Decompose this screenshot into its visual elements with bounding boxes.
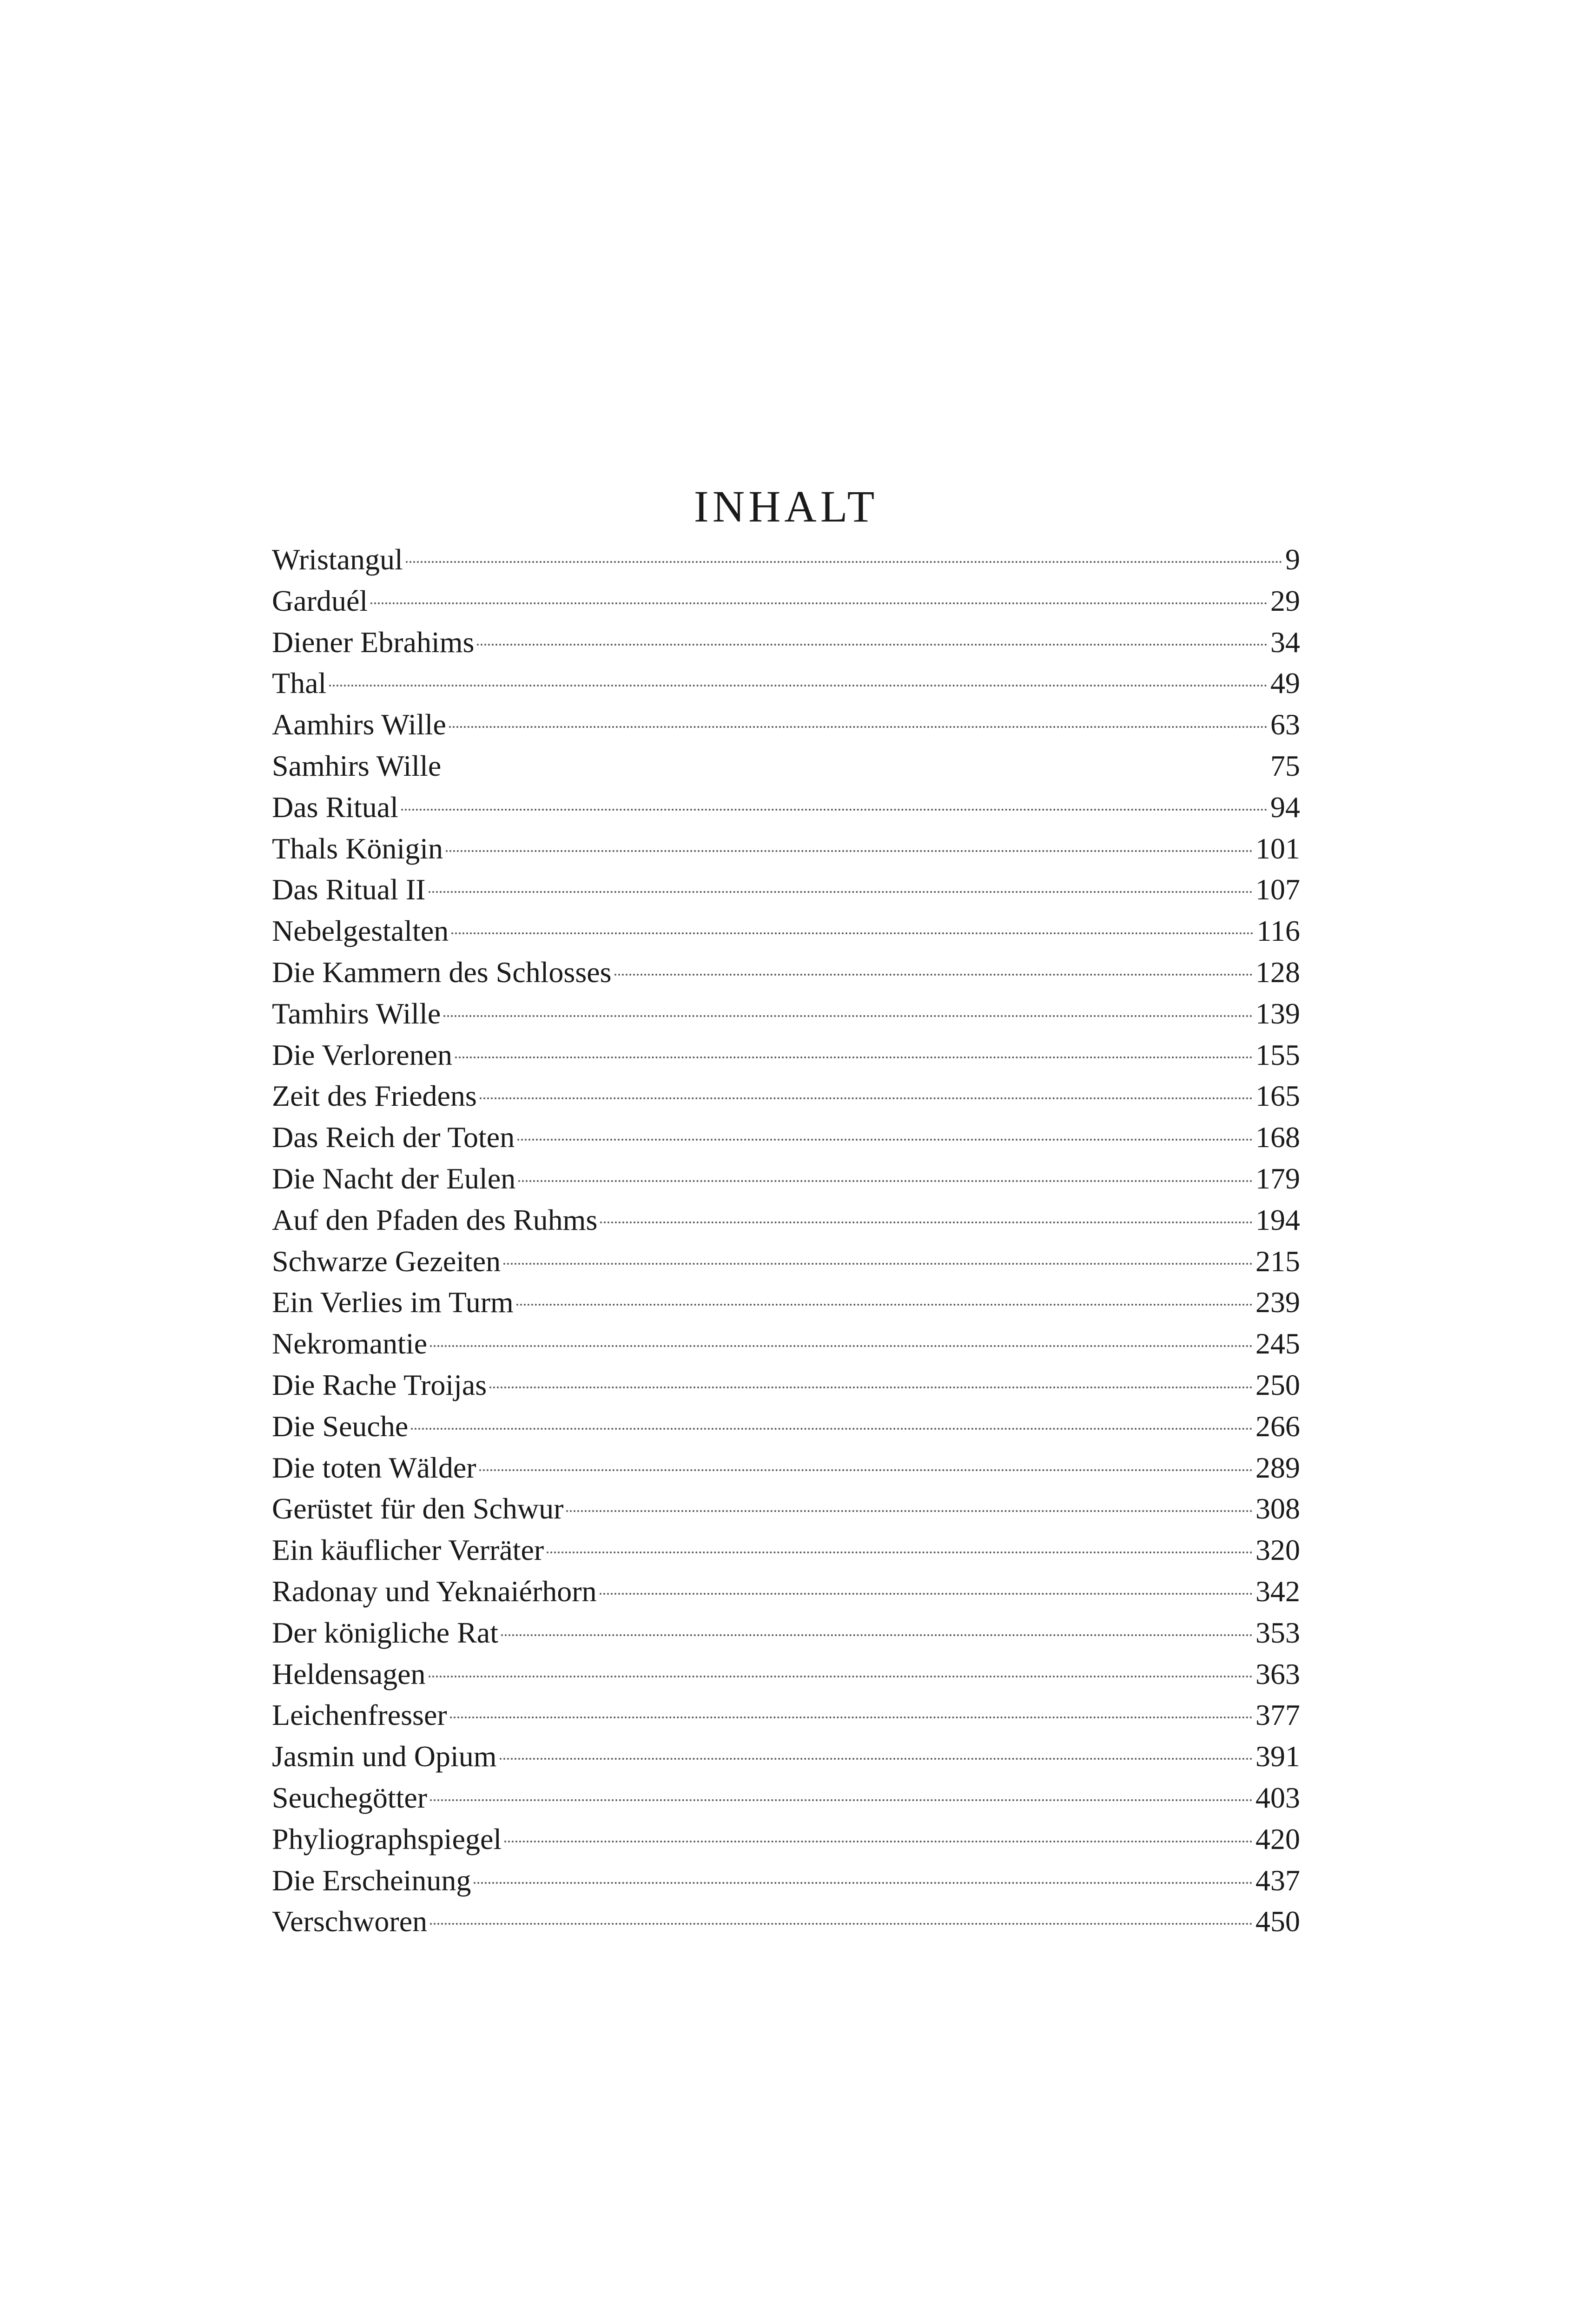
toc-dot-leader (430, 1345, 1253, 1347)
toc-list (272, 539, 1300, 1942)
toc-dot-leader (370, 602, 1268, 604)
toc-entry-page: 320 (1255, 1533, 1300, 1567)
toc-entry-title: Nebelgestalten (272, 914, 449, 948)
toc-entry-page: 94 (1270, 790, 1300, 824)
toc-entry-page: 420 (1255, 1822, 1300, 1855)
toc-dot-leader (503, 1263, 1253, 1265)
toc-dot-leader (489, 1386, 1253, 1388)
toc-entry-page: 107 (1255, 873, 1300, 906)
toc-entry-page: 194 (1255, 1203, 1300, 1236)
toc-dot-leader (443, 1015, 1253, 1017)
toc-entry (272, 1860, 1300, 1901)
toc-entry (272, 1076, 1300, 1117)
toc-entry (272, 1447, 1300, 1489)
toc-entry-title: Die Seuche (272, 1409, 409, 1443)
toc-entry-title: Nekromantie (272, 1327, 428, 1360)
toc-entry (272, 1035, 1300, 1076)
toc-entry (272, 1901, 1300, 1942)
toc-entry-page: 179 (1255, 1162, 1300, 1195)
toc-entry (272, 704, 1300, 746)
toc-dot-leader (429, 1676, 1253, 1677)
toc-entry-title: Diener Ebrahims (272, 625, 475, 659)
toc-dot-leader (449, 726, 1268, 728)
toc-entry-page: 139 (1255, 997, 1300, 1030)
toc-dot-leader (566, 1510, 1253, 1512)
toc-entry-page: 353 (1255, 1616, 1300, 1649)
toc-entry-title: Zeit des Friedens (272, 1079, 477, 1113)
toc-entry (272, 1200, 1300, 1241)
toc-entry-title: Wristangul (272, 543, 403, 576)
toc-entry (272, 1158, 1300, 1200)
toc-dot-leader (474, 1882, 1253, 1884)
toc-dot-leader (479, 1469, 1253, 1471)
toc-entry-page: 34 (1270, 625, 1300, 659)
toc-entry-title: Das Reich der Toten (272, 1121, 515, 1154)
toc-entry-title: Ein käuflicher Verräter (272, 1533, 544, 1567)
toc-entry-title: Die Verlorenen (272, 1038, 452, 1071)
toc-entry-page: 377 (1255, 1698, 1300, 1732)
toc-entry-page: 168 (1255, 1121, 1300, 1154)
toc-entry (272, 1695, 1300, 1736)
toc-entry (272, 663, 1300, 704)
toc-entry (272, 952, 1300, 993)
toc-dot-leader (516, 1304, 1253, 1306)
toc-entry (272, 622, 1300, 663)
toc-dot-leader (430, 1799, 1253, 1801)
toc-entry (272, 869, 1300, 911)
toc-entry-title: Aamhirs Wille (272, 708, 446, 741)
toc-entry-title: Seuchegötter (272, 1781, 428, 1814)
toc-dot-leader (406, 561, 1282, 563)
toc-heading: INHALT (694, 482, 879, 531)
toc-dot-leader (614, 974, 1253, 976)
toc-entry-page: 75 (1270, 749, 1300, 782)
toc-entry-title: Tamhirs Wille (272, 997, 441, 1030)
toc-entry-title: Garduél (272, 584, 368, 617)
toc-entry (272, 1323, 1300, 1365)
toc-entry-page: 9 (1285, 543, 1300, 576)
toc-dot-leader (477, 644, 1268, 646)
toc-entry (272, 1530, 1300, 1571)
toc-entry-title: Der königliche Rat (272, 1616, 498, 1649)
toc-entry-page: 403 (1255, 1781, 1300, 1814)
toc-entry-title: Thal (272, 667, 327, 700)
toc-entry-title: Das Ritual (272, 790, 398, 824)
table-of-contents (272, 479, 1300, 1942)
toc-entry-title: Thals Königin (272, 832, 443, 865)
toc-entry-page: 63 (1270, 708, 1300, 741)
toc-entry-title: Jasmin und Opium (272, 1740, 497, 1773)
toc-entry (272, 1571, 1300, 1612)
toc-entry-title: Die Kammern des Schlosses (272, 955, 612, 989)
toc-dot-leader (450, 1717, 1253, 1718)
toc-dot-leader (329, 685, 1268, 687)
toc-entry (272, 1488, 1300, 1530)
toc-entry-title: Auf den Pfaden des Ruhms (272, 1203, 598, 1236)
toc-entry-page: 342 (1255, 1574, 1300, 1608)
toc-entry (272, 1406, 1300, 1447)
toc-dot-leader (600, 1221, 1253, 1223)
toc-dot-leader (547, 1552, 1253, 1553)
toc-entry-page: 250 (1255, 1368, 1300, 1401)
toc-entry-page: 308 (1255, 1492, 1300, 1525)
toc-entry-page: 215 (1255, 1244, 1300, 1278)
toc-entry (272, 1736, 1300, 1777)
toc-dot-leader (517, 1139, 1253, 1141)
toc-entry-page: 391 (1255, 1740, 1300, 1773)
toc-entry-page: 165 (1255, 1079, 1300, 1113)
toc-dot-leader (451, 932, 1254, 934)
toc-dot-leader (401, 809, 1268, 811)
toc-entry-page: 289 (1255, 1451, 1300, 1484)
toc-entry-title: Heldensagen (272, 1657, 426, 1690)
toc-entry-page: 155 (1255, 1038, 1300, 1071)
toc-entry-title: Samhirs Wille (272, 749, 442, 782)
toc-entry-title: Die Erscheinung (272, 1863, 471, 1897)
toc-dot-leader (518, 1180, 1253, 1182)
toc-entry-page: 116 (1256, 914, 1300, 948)
toc-entry (272, 1241, 1300, 1282)
toc-entry-title: Phyliographspiegel (272, 1822, 502, 1855)
toc-entry (272, 1654, 1300, 1695)
toc-dot-leader (430, 1923, 1253, 1925)
toc-entry (272, 746, 1300, 787)
toc-entry-page: 239 (1255, 1286, 1300, 1319)
toc-entry (272, 828, 1300, 870)
toc-entry-title: Die Nacht der Eulen (272, 1162, 516, 1195)
toc-entry (272, 787, 1300, 828)
toc-dot-leader (429, 891, 1253, 893)
toc-entry-page: 266 (1255, 1409, 1300, 1443)
toc-entry (272, 581, 1300, 622)
toc-entry-title: Leichenfresser (272, 1698, 447, 1732)
toc-entry-title: Die toten Wälder (272, 1451, 476, 1484)
toc-entry-title: Gerüstet für den Schwur (272, 1492, 564, 1525)
toc-entry (272, 1777, 1300, 1819)
toc-entry (272, 1365, 1300, 1406)
toc-entry (272, 1819, 1300, 1860)
toc-dot-leader (455, 1056, 1253, 1058)
toc-entry-title: Ein Verlies im Turm (272, 1286, 514, 1319)
toc-dot-leader (446, 850, 1253, 852)
toc-entry-page: 49 (1270, 667, 1300, 700)
toc-entry (272, 1612, 1300, 1654)
toc-dot-leader (500, 1758, 1253, 1760)
toc-entry-page: 450 (1255, 1905, 1300, 1938)
toc-entry (272, 539, 1300, 581)
toc-entry (272, 993, 1300, 1035)
toc-entry-title: Verschworen (272, 1905, 428, 1938)
toc-entry-page: 437 (1255, 1863, 1300, 1897)
toc-entry (272, 911, 1300, 952)
toc-entry-page: 29 (1270, 584, 1300, 617)
toc-entry-title: Das Ritual II (272, 873, 426, 906)
toc-entry-page: 245 (1255, 1327, 1300, 1360)
toc-entry (272, 1117, 1300, 1158)
toc-entry-title: Die Rache Troijas (272, 1368, 487, 1401)
toc-dot-leader (600, 1593, 1253, 1595)
toc-entry-page: 128 (1255, 955, 1300, 989)
toc-entry-page: 363 (1255, 1657, 1300, 1690)
toc-entry-title: Radonay und Yeknaiérhorn (272, 1574, 597, 1608)
toc-dot-leader (411, 1428, 1253, 1430)
toc-dot-leader (501, 1634, 1253, 1636)
toc-entry-title: Schwarze Gezeiten (272, 1244, 501, 1278)
toc-dot-leader (480, 1097, 1253, 1099)
toc-entry-page: 101 (1255, 832, 1300, 865)
toc-entry (272, 1282, 1300, 1323)
toc-dot-leader (504, 1841, 1253, 1842)
